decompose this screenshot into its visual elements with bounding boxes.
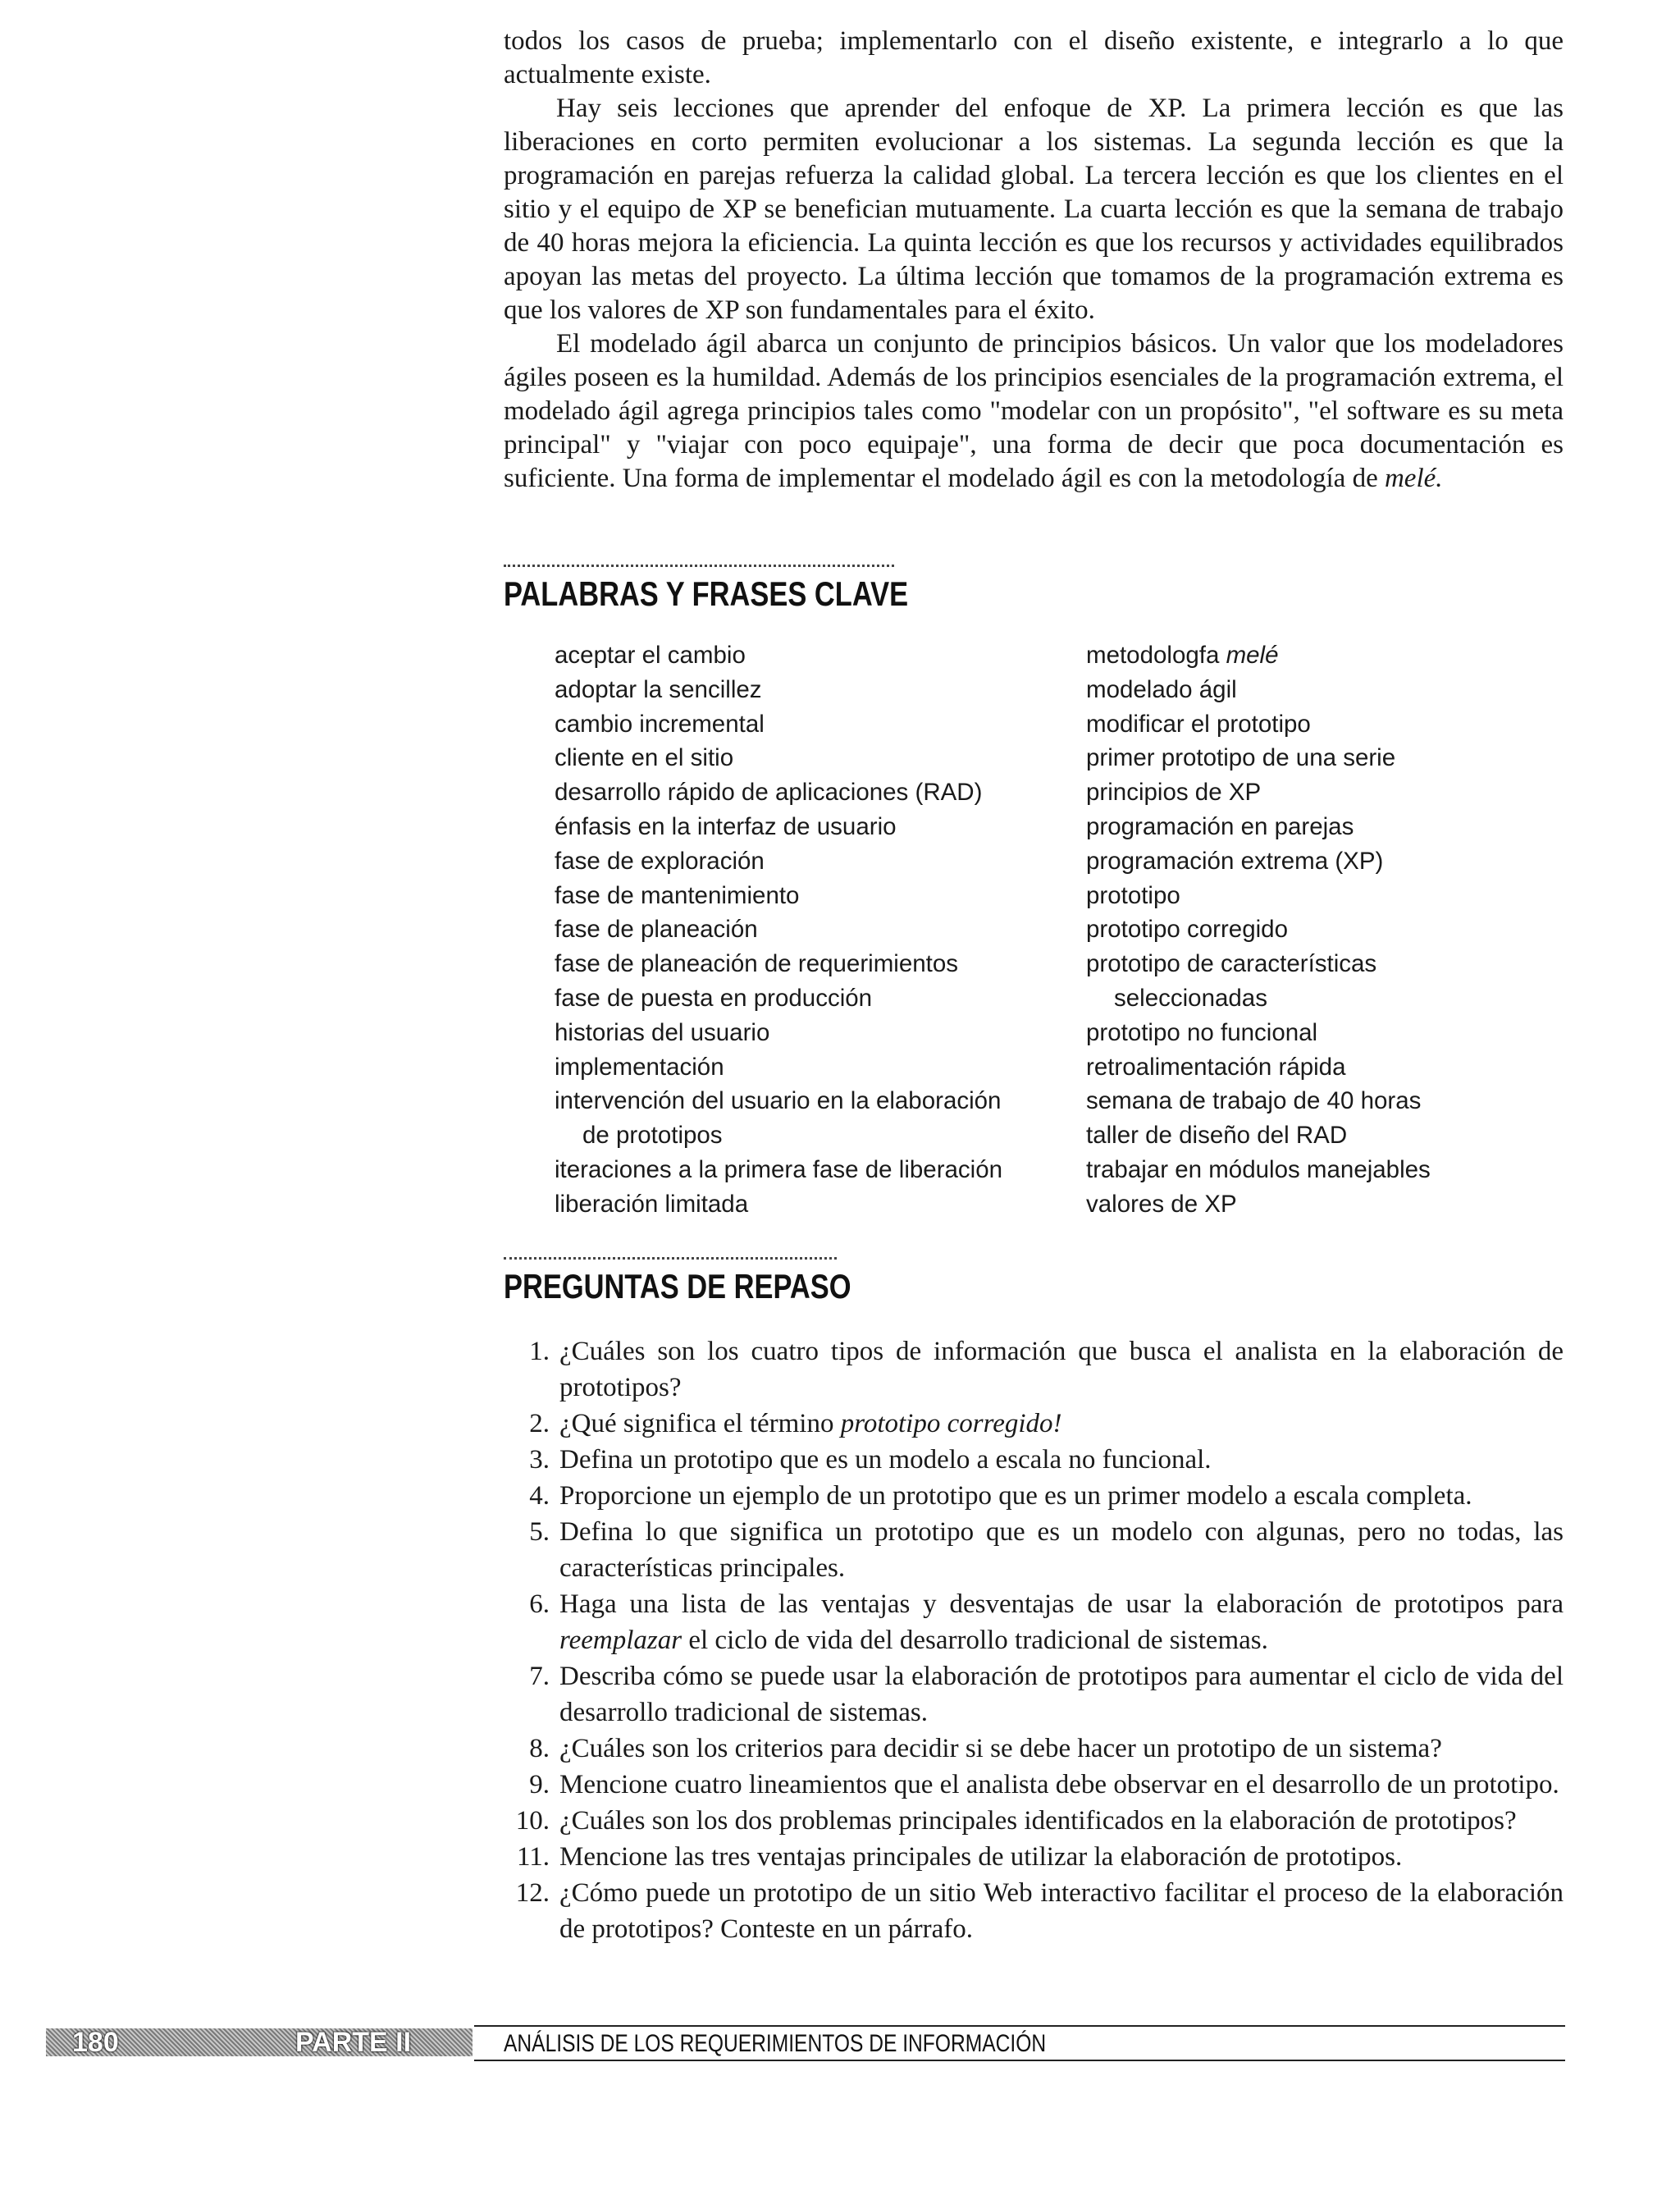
question-item (504, 1731, 1564, 1767)
question-item (504, 1875, 1564, 1947)
keyword-item-continuation (1086, 981, 1431, 1016)
question-number: 4. (529, 1481, 550, 1511)
keyword-item: cliente en el sitio (555, 744, 734, 772)
keyword-item: implementación (555, 1053, 724, 1081)
question-item (504, 1514, 1564, 1586)
question-item (504, 1767, 1564, 1803)
paragraph-3-italic: melé. (1384, 464, 1443, 493)
question-italic-text: reemplazar (559, 1626, 682, 1655)
keyword-item: énfasis en la interfaz de usuario (555, 812, 897, 840)
question-number: 1. (529, 1337, 550, 1366)
part-label: PARTE II (295, 2027, 412, 2058)
keyword-item: retroalimentación rápida (1086, 1053, 1346, 1081)
question-number: 5. (529, 1517, 550, 1547)
question-text: ¿Cuáles son los cuatro tipos de información que busca el analista en la elaboración de prototipos? (559, 1337, 1564, 1402)
question-text: Mencione cuatro lineamientos que el analista debe observar en el desarrollo de un prototipo. (559, 1770, 1559, 1799)
question-number: 9. (529, 1770, 550, 1799)
review-heading: PREGUNTAS DE REPASO (504, 1267, 851, 1305)
keyword-item: prototipo no funcional (1086, 1018, 1318, 1046)
keyword-item: semana de trabajo de 40 horas (1086, 1087, 1422, 1115)
keyword-item: prototipo de características (1086, 950, 1377, 978)
question-text: ¿Qué significa el término (559, 1409, 841, 1438)
question-item (504, 1333, 1564, 1406)
page-number: 180 (72, 2027, 119, 2058)
question-number: 10. (515, 1806, 550, 1836)
keyword-item: programación en parejas (1086, 812, 1354, 840)
keyword-item: iteraciones a la primera fase de liberación (555, 1155, 1003, 1183)
question-number: 11. (516, 1842, 550, 1872)
question-item (504, 1478, 1564, 1514)
question-item (504, 1406, 1564, 1442)
question-text: ¿Cuáles son los criterios para decidir si se debe hacer un prototipo de un sistema? (559, 1734, 1442, 1763)
keyword-item: valores de XP (1086, 1190, 1237, 1218)
keyword-item: prototipo corregido (1086, 916, 1288, 944)
question-text: ¿Cuáles son los dos problemas principales identificados en la elaboración de prototipos? (559, 1806, 1517, 1836)
question-text: Proporcione un ejemplo de un prototipo que es un primer modelo a escala completa. (559, 1481, 1472, 1511)
section-divider-keywords (504, 565, 894, 567)
keywords-right-column (1086, 638, 1431, 1222)
keyword-item: desarrollo rápido de aplicaciones (RAD) (555, 779, 983, 807)
question-item (504, 1586, 1564, 1658)
question-text: Haga una lista de las ventajas y desventajas de usar la elaboración de prototipos para (559, 1589, 1564, 1619)
keyword-item: taller de diseño del RAD (1086, 1122, 1348, 1150)
question-text: ¿Cómo puede un prototipo de un sitio Web interactivo facilitar el proceso de la elaboración de prototipos? Conteste en un párrafo. (559, 1878, 1564, 1944)
keyword-item: cambio incremental (555, 710, 765, 738)
keyword-continuation-text: seleccionadas (1114, 984, 1267, 1012)
keyword-item: intervención del usuario en la elaboración (555, 1087, 1002, 1115)
keyword-item: fase de exploración (555, 847, 765, 875)
keyword-item: fase de puesta en producción (555, 984, 873, 1012)
footer-rule-top (474, 2025, 1565, 2027)
keyword-item: fase de planeación de requerimientos (555, 950, 958, 978)
question-text: Defina un prototipo que es un modelo a escala no funcional. (559, 1445, 1212, 1475)
paragraph-3 (504, 327, 1564, 496)
keywords-heading: PALABRAS Y FRASES CLAVE (504, 574, 909, 613)
question-item (504, 1839, 1564, 1875)
keyword-item: historias del usuario (555, 1018, 770, 1046)
keyword-item-continuation (555, 1118, 1002, 1153)
question-text: Describa cómo se puede usar la elaboración de prototipos para aumentar el ciclo de vida del desarrollo tradicional de sistemas. (559, 1662, 1564, 1727)
question-number: 8. (529, 1734, 550, 1763)
question-item (504, 1442, 1564, 1478)
keyword-item: programación extrema (XP) (1086, 847, 1384, 875)
question-number: 3. (529, 1445, 550, 1475)
question-number: 7. (529, 1662, 550, 1691)
keyword-item: liberación limitada (555, 1190, 749, 1218)
running-footer-title: ANÁLISIS DE LOS REQUERIMIENTOS DE INFORMACIÓN (504, 2030, 1047, 2057)
question-number: 12. (515, 1878, 550, 1908)
paragraph-3-text: El modelado ágil abarca un conjunto de principios básicos. Un valor que los modeladores ágiles poseen es la humildad. Además de los principios esenciales de la programación extrema, el modelado ágil agrega principios tales como "modelar con un propósito", "el software es su meta principal" y "viajar con poco equipaje", una forma de decir que poca documentación es suficiente. Una forma de implementar el modelado ágil es con la metodología de (504, 329, 1564, 493)
keyword-item: prototipo (1086, 881, 1180, 909)
footer-rule-bottom (474, 2060, 1565, 2061)
question-italic-text: prototipo corregido! (840, 1409, 1062, 1438)
question-text: el ciclo de vida del desarrollo tradicional de sistemas. (682, 1626, 1268, 1655)
keywords-left-column (555, 638, 1002, 1222)
question-number: 6. (529, 1589, 550, 1619)
keyword-item (1086, 638, 1431, 673)
keyword-item: fase de planeación (555, 916, 758, 944)
question-text: Defina lo que significa un prototipo que es un modelo con algunas, pero no todas, las características principales. (559, 1517, 1564, 1583)
keyword-item: fase de mantenimiento (555, 881, 800, 909)
keyword-continuation-text: de prototipos (582, 1122, 723, 1150)
keyword-text: metodologfa (1086, 642, 1220, 669)
keyword-item: primer prototipo de una serie (1086, 744, 1396, 772)
keyword-item: adoptar la sencillez (555, 675, 762, 703)
question-text: Mencione las tres ventajas principales de utilizar la elaboración de prototipos. (559, 1842, 1403, 1872)
keyword-italic-text: melé (1226, 642, 1279, 669)
keyword-item: modificar el prototipo (1086, 710, 1311, 738)
question-number: 2. (529, 1409, 550, 1438)
question-item (504, 1658, 1564, 1731)
keyword-item: modelado ágil (1086, 675, 1237, 703)
section-divider-review (504, 1257, 837, 1260)
review-questions-list (504, 1333, 1564, 1947)
paragraph-2: Hay seis lecciones que aprender del enfoque de XP. La primera lección es que las liberaciones en corto permiten evolucionar a los sistemas. La segunda lección es que la programación en parejas refuerza la calidad global. La tercera lección es que los clientes en el sitio y el equipo de XP se benefician mutuamente. La cuarta lección es que la semana de trabajo de 40 horas mejora la eficiencia. La quinta lección es que los recursos y actividades equilibrados apoyan las metas del proyecto. La última lección que tomamos de la programación extrema es que los valores de XP son fundamentales para el éxito. (504, 94, 1564, 325)
paragraph-1: todos los casos de prueba; implementarlo con el diseño existente, e integrarlo a lo que actualmente existe. (504, 26, 1564, 89)
keyword-item: principios de XP (1086, 779, 1262, 807)
keyword-item: aceptar el cambio (555, 642, 746, 669)
keyword-item: trabajar en módulos manejables (1086, 1155, 1431, 1183)
question-item (504, 1803, 1564, 1839)
intro-text (504, 25, 1564, 496)
